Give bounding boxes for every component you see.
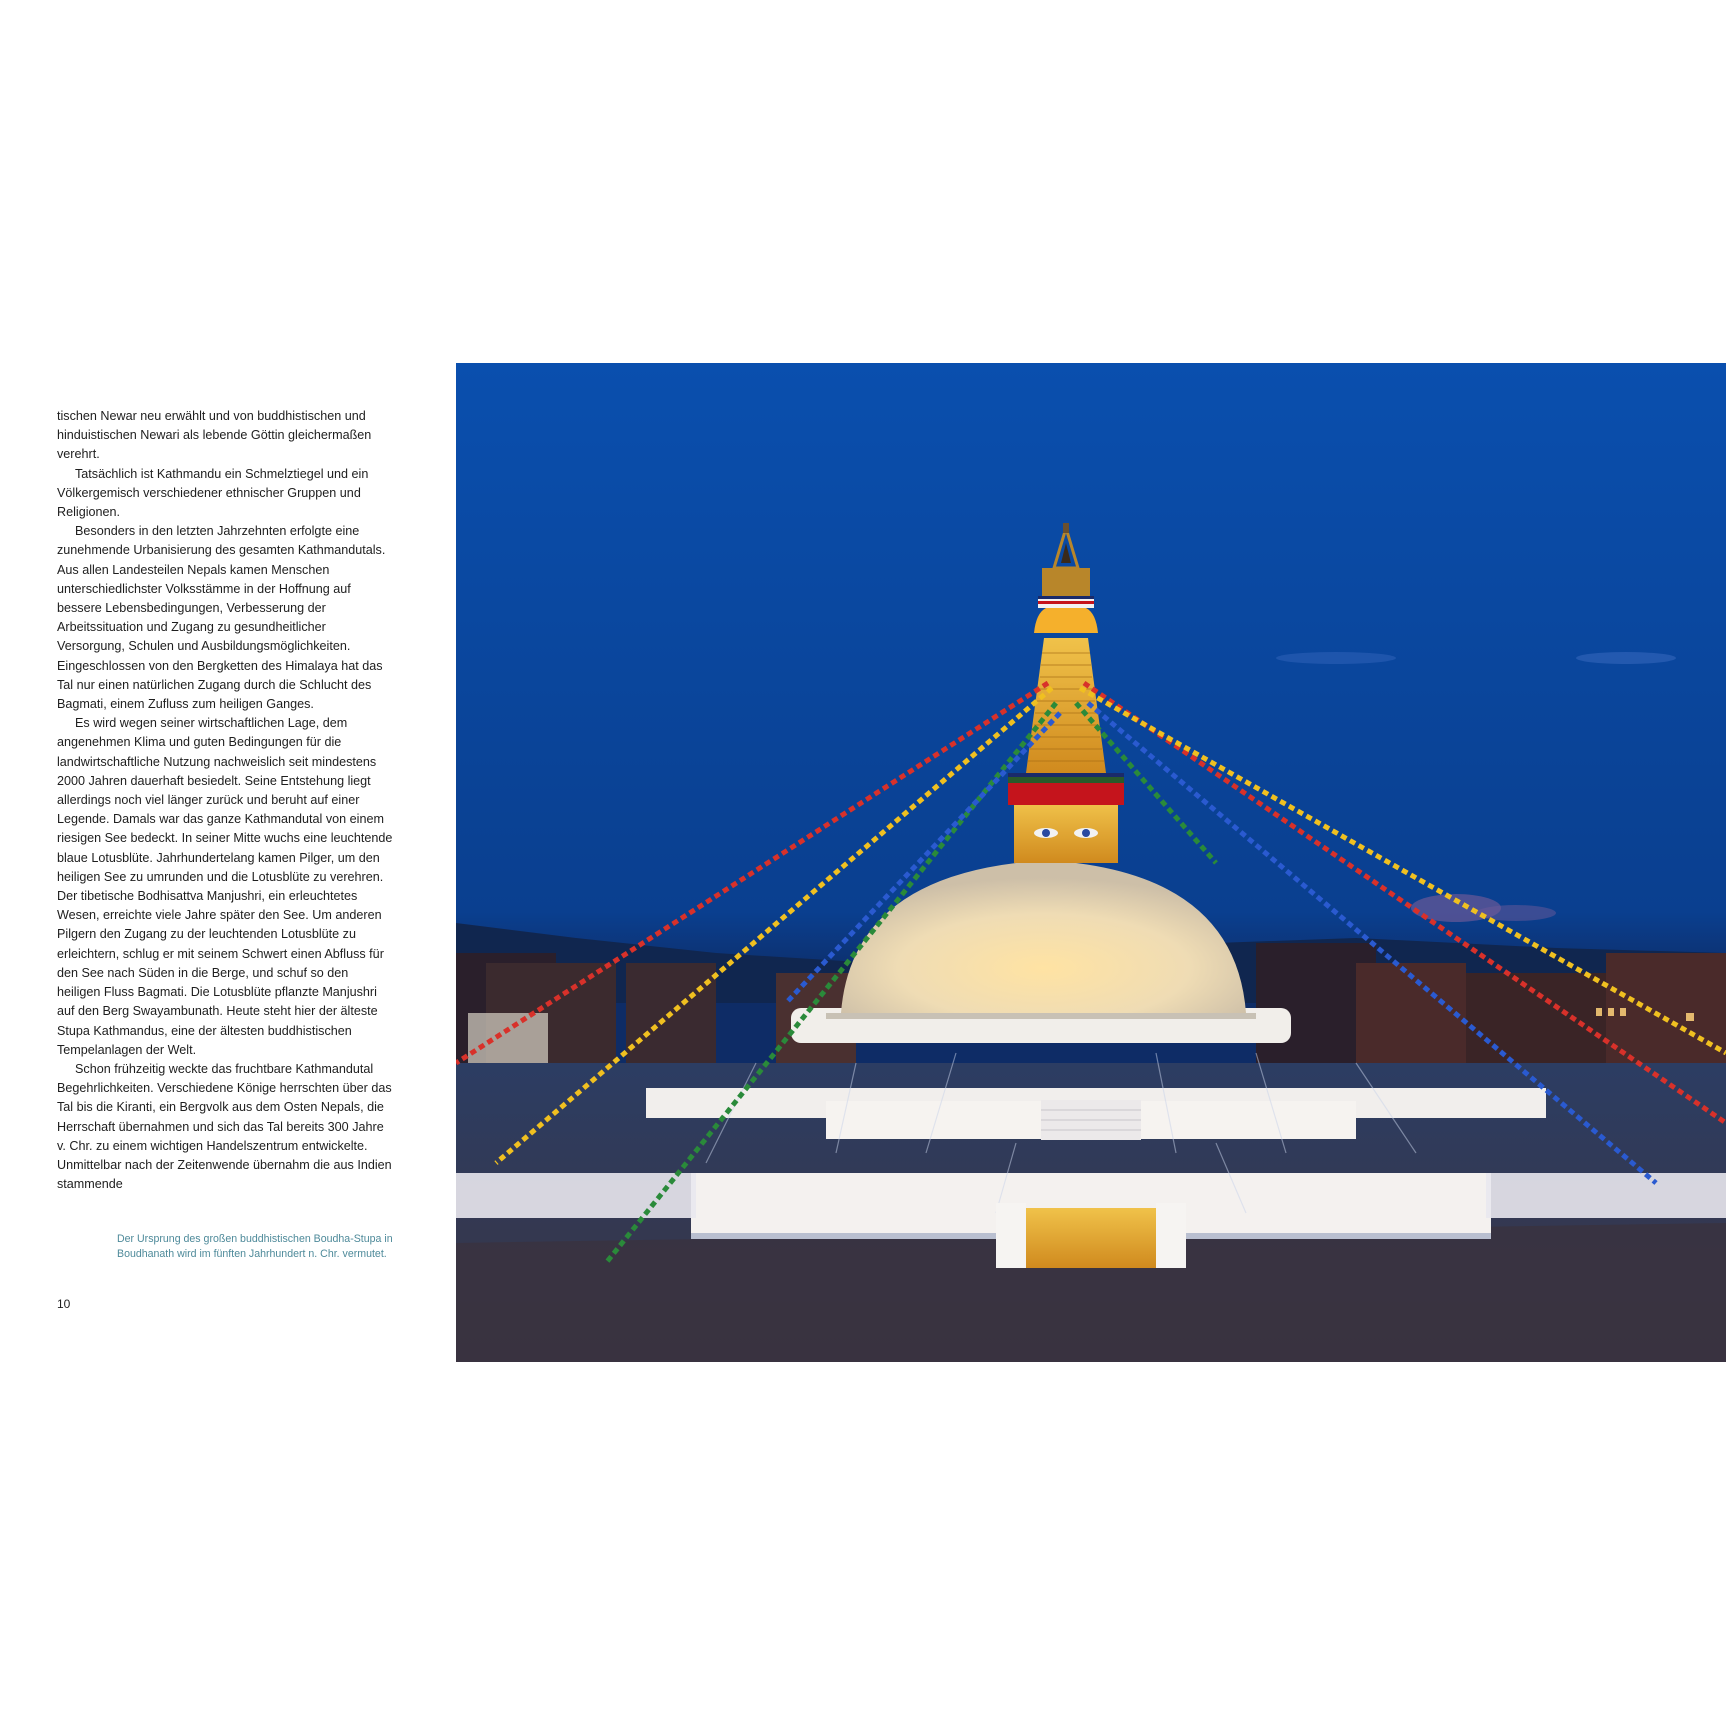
body-text-column — [57, 407, 395, 1194]
body-paragraph: Tatsächlich ist Kathmandu ein Schmelztiegel und ein Völkergemisch verschiedener ethnischer Gruppen und Religionen. — [57, 466, 369, 520]
butter-lamps — [1021, 1208, 1161, 1268]
harmika — [1014, 803, 1118, 863]
page-number: 10 — [57, 1297, 71, 1311]
photo-caption: Der Ursprung des großen buddhistischen Boudha-Stupa in Boudhanath wird im fünften Jahrhundert n. Chr. vermutet. — [117, 1233, 393, 1261]
body-paragraph: Schon frühzeitig weckte das fruchtbare Kathmandutal Begehrlichkeiten. Verschiedene Könige herrschten über das Tal bis die Kiranti, ein Bergvolk aus dem Osten Nepals, die Herrschaft übernahmen und sich das Tal bereits 300 Jahre v. Chr. zu einem wichtigen Handelszentrum entwickelte. Unmittelbar nach der Zeitenwende übernahm die aus Indien stammende — [57, 1061, 392, 1192]
stupa-photo — [456, 363, 1726, 1362]
stupa-illustration — [456, 363, 1726, 1362]
body-paragraph: Es wird wegen seiner wirtschaftlichen Lage, dem angenehmen Klima und guten Bedingungen für die landwirtschaftliche Nutzung nachweislich seit mindestens 2000 Jahren dauerhaft besiedelt. Seine Entstehung liegt allerdings noch viel länger zurück und beruht auf einer Legende. Damals war das ganze Kathmandutal von einem riesigen See bedeckt. In seiner Mitte wuchs eine leuchtende blaue Lotusblüte. Jahrhundertelang kamen Pilger, um den heiligen See zu umrunden und die Lotusblüte zu verehren. Der tibetische Bodhisattva Manjushri, ein erleuchtetes Wesen, erreichte viele Jahre später den See. Um anderen Pilgern den Zugang zu der leuchtenden Lotusblüte zu erleichtern, schlug er mit seinem Schwert einen Abfluss für den See nach Süden in die Berge, und schuf so den heiligen Fluss Bagmati. Die Lotusblüte pflanzte Manjushri auf den Berg Swayambunath. Heute steht hier der älteste Stupa Kathmandus, eine der ältesten buddhistischen Tempelanlagen der Welt. — [57, 716, 393, 1057]
body-paragraph: tischen Newar neu erwählt und von buddhistischen und hinduistischen Newari als lebende Göttin gleichermaßen verehrt. — [57, 409, 372, 462]
body-paragraph: Besonders in den letzten Jahrzehnten erfolgte eine zunehmende Urbanisierung des gesamten Kathmandutals. Aus allen Landesteilen Nepals kamen Menschen unterschiedlichster Volksstämme in der Hoffnung auf bessere Lebensbedingungen, Verbesserung der Arbeitssituation und Zugang zu gesundheitlicher Versorgung, Schulen und Ausbildungsmöglichkeiten. Eingeschlossen von den Bergketten des Himalaya hat das Tal nur einen natürlichen Zugang durch die Schlucht des Bagmati, einem Zufluss zum heiligen Ganges. — [57, 524, 386, 712]
